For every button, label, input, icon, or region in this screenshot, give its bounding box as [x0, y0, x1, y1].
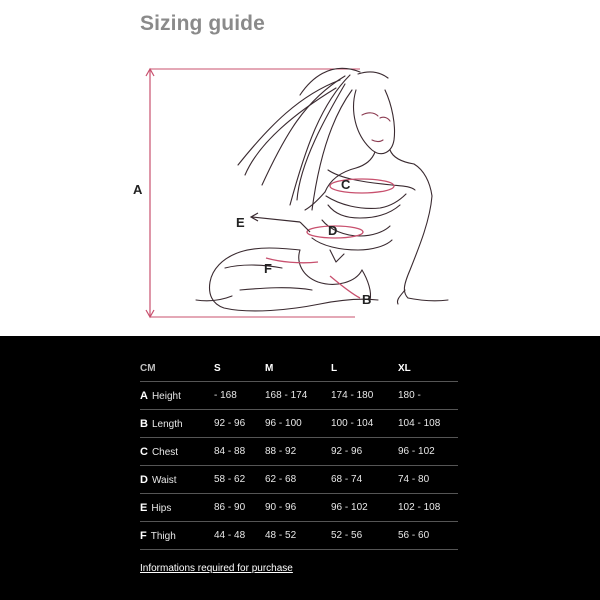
- table-cell: 86 - 90: [214, 494, 265, 522]
- table-cell: 74 - 80: [398, 466, 458, 494]
- table-cell: 84 - 88: [214, 438, 265, 466]
- row-letter: C: [140, 445, 148, 458]
- table-cell: - 168: [214, 382, 265, 410]
- marker-f: F: [264, 261, 272, 276]
- table-cell: 174 - 180: [331, 382, 398, 410]
- table-cell: 56 - 60: [398, 522, 458, 550]
- size-table: [140, 356, 458, 550]
- figure-sketch: [196, 68, 448, 311]
- size-table-panel: [0, 336, 600, 600]
- row-label-chest: [140, 438, 214, 466]
- page-title: Sizing guide: [140, 12, 265, 35]
- hip-arrow: [251, 213, 310, 232]
- table-cell: 102 - 108: [398, 494, 458, 522]
- table-row: [140, 410, 458, 438]
- row-letter: D: [140, 473, 148, 486]
- row-label-thigh: [140, 522, 214, 550]
- table-cell: 100 - 104: [331, 410, 398, 438]
- table-cell: 68 - 74: [331, 466, 398, 494]
- purchase-info-link[interactable]: Informations required for purchase: [140, 563, 293, 574]
- row-label-height: [140, 382, 214, 410]
- marker-e: E: [236, 215, 245, 230]
- table-cell: 44 - 48: [214, 522, 265, 550]
- table-cell: 96 - 100: [265, 410, 331, 438]
- table-row: [140, 438, 458, 466]
- size-header-l: L: [331, 356, 398, 382]
- row-name: Waist: [151, 474, 177, 486]
- row-letter: A: [140, 389, 148, 402]
- marker-a: A: [133, 182, 143, 197]
- unit-header: CM: [140, 356, 214, 382]
- measurement-bands: [266, 179, 394, 298]
- table-row: [140, 466, 458, 494]
- size-header-m: M: [265, 356, 331, 382]
- table-cell: 62 - 68: [265, 466, 331, 494]
- row-name: Length: [151, 418, 183, 430]
- row-name: Height: [151, 390, 181, 402]
- table-cell: 180 -: [398, 382, 458, 410]
- row-name: Chest: [151, 446, 179, 458]
- table-cell: 168 - 174: [265, 382, 331, 410]
- table-cell: 96 - 102: [331, 494, 398, 522]
- row-letter: F: [140, 529, 147, 542]
- row-letter: E: [140, 501, 148, 514]
- row-label-hips: [140, 494, 214, 522]
- row-label-length: [140, 410, 214, 438]
- table-row: [140, 522, 458, 550]
- marker-c: C: [341, 177, 351, 192]
- marker-b: B: [362, 292, 372, 307]
- table-cell: 104 - 108: [398, 410, 458, 438]
- marker-d: D: [328, 223, 338, 238]
- table-header-row: [140, 356, 458, 382]
- table-cell: 52 - 56: [331, 522, 398, 550]
- table-cell: 58 - 62: [214, 466, 265, 494]
- height-measure-line: [146, 69, 360, 317]
- size-header-xl: XL: [398, 356, 458, 382]
- row-label-waist: [140, 466, 214, 494]
- row-letter: B: [140, 417, 148, 430]
- table-cell: 96 - 102: [398, 438, 458, 466]
- table-cell: 88 - 92: [265, 438, 331, 466]
- table-row: [140, 494, 458, 522]
- table-row: [140, 382, 458, 410]
- table-cell: 90 - 96: [265, 494, 331, 522]
- table-cell: 92 - 96: [331, 438, 398, 466]
- table-cell: 92 - 96: [214, 410, 265, 438]
- table-cell: 48 - 52: [265, 522, 331, 550]
- row-name: Hips: [151, 502, 172, 514]
- size-header-s: S: [214, 356, 265, 382]
- row-name: Thigh: [150, 530, 176, 542]
